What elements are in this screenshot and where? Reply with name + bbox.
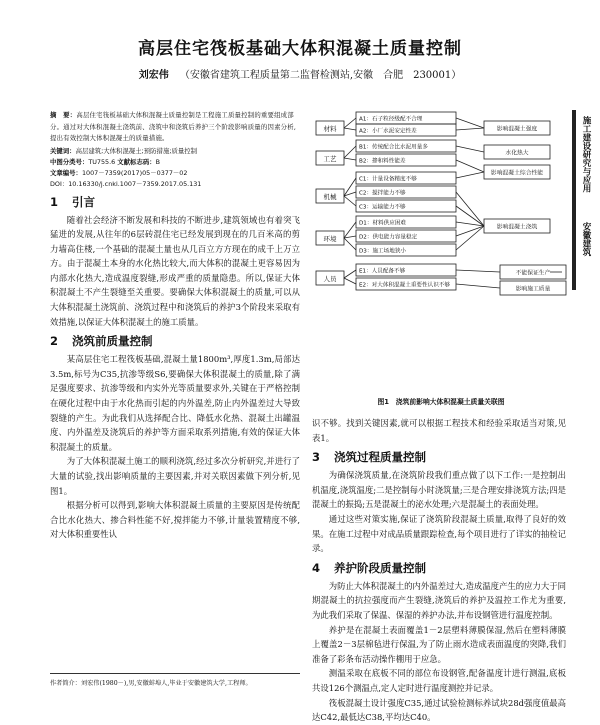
article-number: 1007－7359(2017)05－0377－02 (81, 168, 188, 177)
group-link-11 (344, 278, 356, 284)
group-link-4 (344, 178, 356, 196)
group-link-9 (344, 238, 356, 250)
cause-effect-link-3 (456, 160, 484, 172)
effect-label-0: 影响混凝土强度 (496, 126, 538, 133)
journal-side-tab (572, 110, 600, 290)
effect-label-3: 影响混凝土浇筑 (496, 224, 538, 231)
section-4-heading (312, 560, 566, 576)
section-1-paragraph: 随着社会经济不断发展和科技的不断进步,建筑领域也有着突飞猛进的发展,从往年的6层砖混住宅已经发展到现在的几百米高的剪力墙高住楼,一个基础的混凝土量也从几百立方方现在的成千上万立方。由于混凝土本身的水化热比较大,而大体积的混凝土更容易因为内部水化热大,造成温度裂缝,形成严重的质量隐患。所以,保证大体积混凝土不产生裂缝至关重要。要确保大体积混凝土的质量,可以从大体积混凝土浇筑前、浇筑过程中和浇筑后的养护3个阶段来采取有效措施,以保证大体积混凝土的施工质量。 (50, 214, 300, 327)
author-affiliation: （安徽省建筑工程质量第二监督检测站,安徽 合肥 230001） (179, 70, 462, 81)
group-link-3 (344, 158, 356, 160)
keywords: 高层建筑;大体积混凝土;预防措施;质量控制 (75, 146, 198, 155)
article-number-label: 文章编号： (50, 168, 82, 177)
cause-label-6: C3：运输能力不够 (359, 204, 406, 211)
keywords-line (50, 146, 300, 157)
cause-label-0: A1：石子粒径级配不合理 (359, 116, 423, 123)
group-link-6 (344, 196, 356, 206)
author-footnote: 作者简介：刘宏伟(1980－),男,安徽蚌埠人,毕业于安徽建筑大学,工程师。 (50, 673, 300, 689)
doc-code-label: 文献标志码： (117, 157, 156, 166)
section-2-heading (50, 333, 300, 349)
relation-diagram (312, 108, 570, 408)
group-link-2 (344, 146, 356, 158)
cause-effect-link-9 (456, 226, 484, 250)
abstract-block (50, 110, 300, 145)
effect-label-4: 不能保证生产 (515, 270, 551, 277)
group-link-8 (344, 236, 356, 238)
cause-label-7: D1：材料供应困难 (359, 220, 407, 227)
cause-effect-link-8 (456, 226, 484, 236)
author-name: 刘宏伟 (138, 70, 169, 81)
doi-value: 10.16330/j.cnki.1007－7359.2017.05.131 (68, 179, 202, 188)
cause-label-1: A2：小厂水泥安定性差 (359, 128, 417, 135)
relation-diagram-svg (312, 108, 570, 394)
cause-label-2: B1：传统配合比水泥用量多 (359, 144, 428, 151)
group-label-0: 材料 (323, 125, 337, 133)
keywords-label: 关键词： (50, 146, 76, 155)
side-tab-text: 施工建设研究与应用 (581, 116, 591, 193)
article-number-line (50, 168, 300, 179)
figure-caption: 图1 浇筑前影响大体积混凝土质量关联图 (377, 398, 505, 406)
group-link-7 (344, 222, 356, 238)
cause-label-9: D3：施工场地狭小 (359, 248, 407, 255)
doc-code-value: B (155, 157, 161, 166)
cause-label-4: C1：计量设备精度不够 (359, 176, 417, 183)
left-column (50, 110, 300, 542)
section-4-number: 4 (312, 560, 321, 575)
section-2-title: 浇筑前质量控制 (72, 334, 153, 349)
section-2-paragraph-1: 某高层住宅工程筏板基础,混凝土量1800m³,厚度1.3m,局部达3.5m,标号为C35,抗渗等级S6,要确保大体积混凝土的质量,除了满足强度要求、抗渗等级和内实外光等质量要求外,关键在于严格控制在硬化过程中由于水化热而引起的内外温差,防止内外温差过大导致裂缝的产生。为此我们从选择配合比、降低水化热、混凝土出罐温度、内外温差及浇筑后的养护等方面采取系列措施,有效的保证大体积混凝土的质量。 (50, 354, 300, 452)
section-4-paragraph-3: 测温采取在底板不同的部位布设钢管,配备温度计进行测温,底板共设126个测温点,定人定时进行温度测控并记录。 (312, 668, 566, 693)
section-2-paragraph-2: 为了大体积混凝土施工的顺利浇筑,经过多次分析研究,并进行了大量的试验,找出影响质量的主要因素,并对关联因素做下列分析,见图1。 (50, 456, 300, 496)
effect-label-2: 影响混凝土综合性能 (490, 170, 544, 177)
cause-effect-link-11 (456, 284, 500, 288)
section-3-paragraph-1: 为确保浇筑质量,在浇筑阶段我们重点做了以下工作:一是控制出机温度,浇筑温度;二是控制每小时浇筑量;三是合理安排浇筑方法;四是混凝土的振捣;五是混凝土的泌水处理;六是混凝土的表面处理。 (312, 470, 566, 510)
clc-value: TU755.6 (88, 157, 116, 166)
section-3-number: 3 (312, 450, 321, 465)
cause-effect-link-1 (456, 128, 484, 130)
abstract-text: 高层住宅筏板基础大体积混凝土质量控制是工程施工质量控制的重要组成部分。通过对大体积混凝土浇筑前、浇筑中和浇筑后养护三个阶段影响质量的因素分析,提出有效控制大体积混凝土的质量措施。 (50, 111, 297, 142)
paper-title: 高层住宅筏板基础大体积混凝土质量控制 (138, 39, 462, 59)
cause-effect-link-4 (456, 172, 484, 178)
cause-label-10: E1：人员配备不够 (359, 268, 406, 275)
group-link-1 (344, 128, 356, 130)
right-column (312, 416, 566, 725)
cause-effect-link-0 (456, 118, 484, 128)
section-3-title: 浇筑过程质量控制 (334, 450, 426, 465)
section-3-heading (312, 449, 566, 465)
effect-label-1: 水化热大 (505, 150, 529, 157)
author-line (0, 66, 600, 81)
abstract-label: 摘 要： (50, 111, 77, 119)
group-link-0 (344, 118, 356, 128)
cause-effect-link-10 (456, 270, 500, 272)
doi-label: DOI： (50, 179, 69, 188)
classification-line (50, 157, 300, 168)
right-intro-paragraph: 识不够。找到关键因素,就可以根据工程技术和经验采取适当对策,见表1。 (312, 418, 566, 443)
group-link-10 (344, 270, 356, 278)
section-1-title: 引言 (72, 194, 95, 209)
cause-label-11: E2：对大体积混凝土重要性认识不够 (359, 282, 450, 289)
cause-effect-link-2 (456, 146, 484, 152)
doi-line (50, 179, 300, 190)
effect-label-5: 影响施工质量 (515, 286, 551, 293)
section-1-heading (50, 194, 300, 210)
section-2-paragraph-3: 根据分析可以得到,影响大体积混凝土质量的主要原因是传统配合比水化热大、掺合料性能不好,搅拌能力不够,计量装置精度不够,对大体积重要性认 (50, 500, 300, 540)
group-label-1: 工艺 (323, 155, 337, 163)
section-2-number: 2 (50, 334, 59, 349)
section-1-number: 1 (50, 194, 59, 209)
group-label-2: 机械 (323, 193, 337, 201)
section-4-title: 养护阶段质量控制 (334, 560, 426, 575)
side-tab-journal: 安徽建筑 (581, 222, 591, 256)
section-4-paragraph-1: 为防止大体积混凝土的内外温差过大,造成温度产生的应力大于同期混凝土的抗拉强度而产生裂缝,浇筑后的养护及温控工作尤为重要,为此我们采取了保温、保湿的养护办法,并布设钢管进行温度控制。 (312, 580, 566, 620)
group-label-4: 人员 (323, 275, 337, 283)
cause-label-8: D2：供电能力容量稳定 (359, 234, 418, 241)
section-3-paragraph-2: 通过这些对策实施,保证了浇筑阶段混凝土质量,取得了良好的效果。在施工过程中对成品质量跟踪检查,每个项目进行了详实的抽检记录。 (312, 513, 566, 554)
clc-label: 中图分类号： (50, 157, 89, 166)
side-tab-bar (572, 110, 576, 290)
section-4-paragraph-2: 养护是在混凝土表面覆盖1－2层塑料薄膜保湿,然后在塑料薄膜上覆盖2－3层棉毡进行保温,为了防止雨水造成表面温度的突降,我们准备了彩条布活动操作棚用于应急。 (312, 624, 566, 664)
section-4-paragraph-4: 筏板混凝土设计强度C35,通过试验检测标养试块28d强度值最高达C42,最低达C38,平均达C40。 (312, 697, 566, 723)
cause-label-3: B2：掺和料性能差 (359, 158, 406, 165)
group-label-3: 环境 (323, 235, 337, 243)
cause-label-5: C2：搅拌能力不够 (359, 190, 406, 197)
